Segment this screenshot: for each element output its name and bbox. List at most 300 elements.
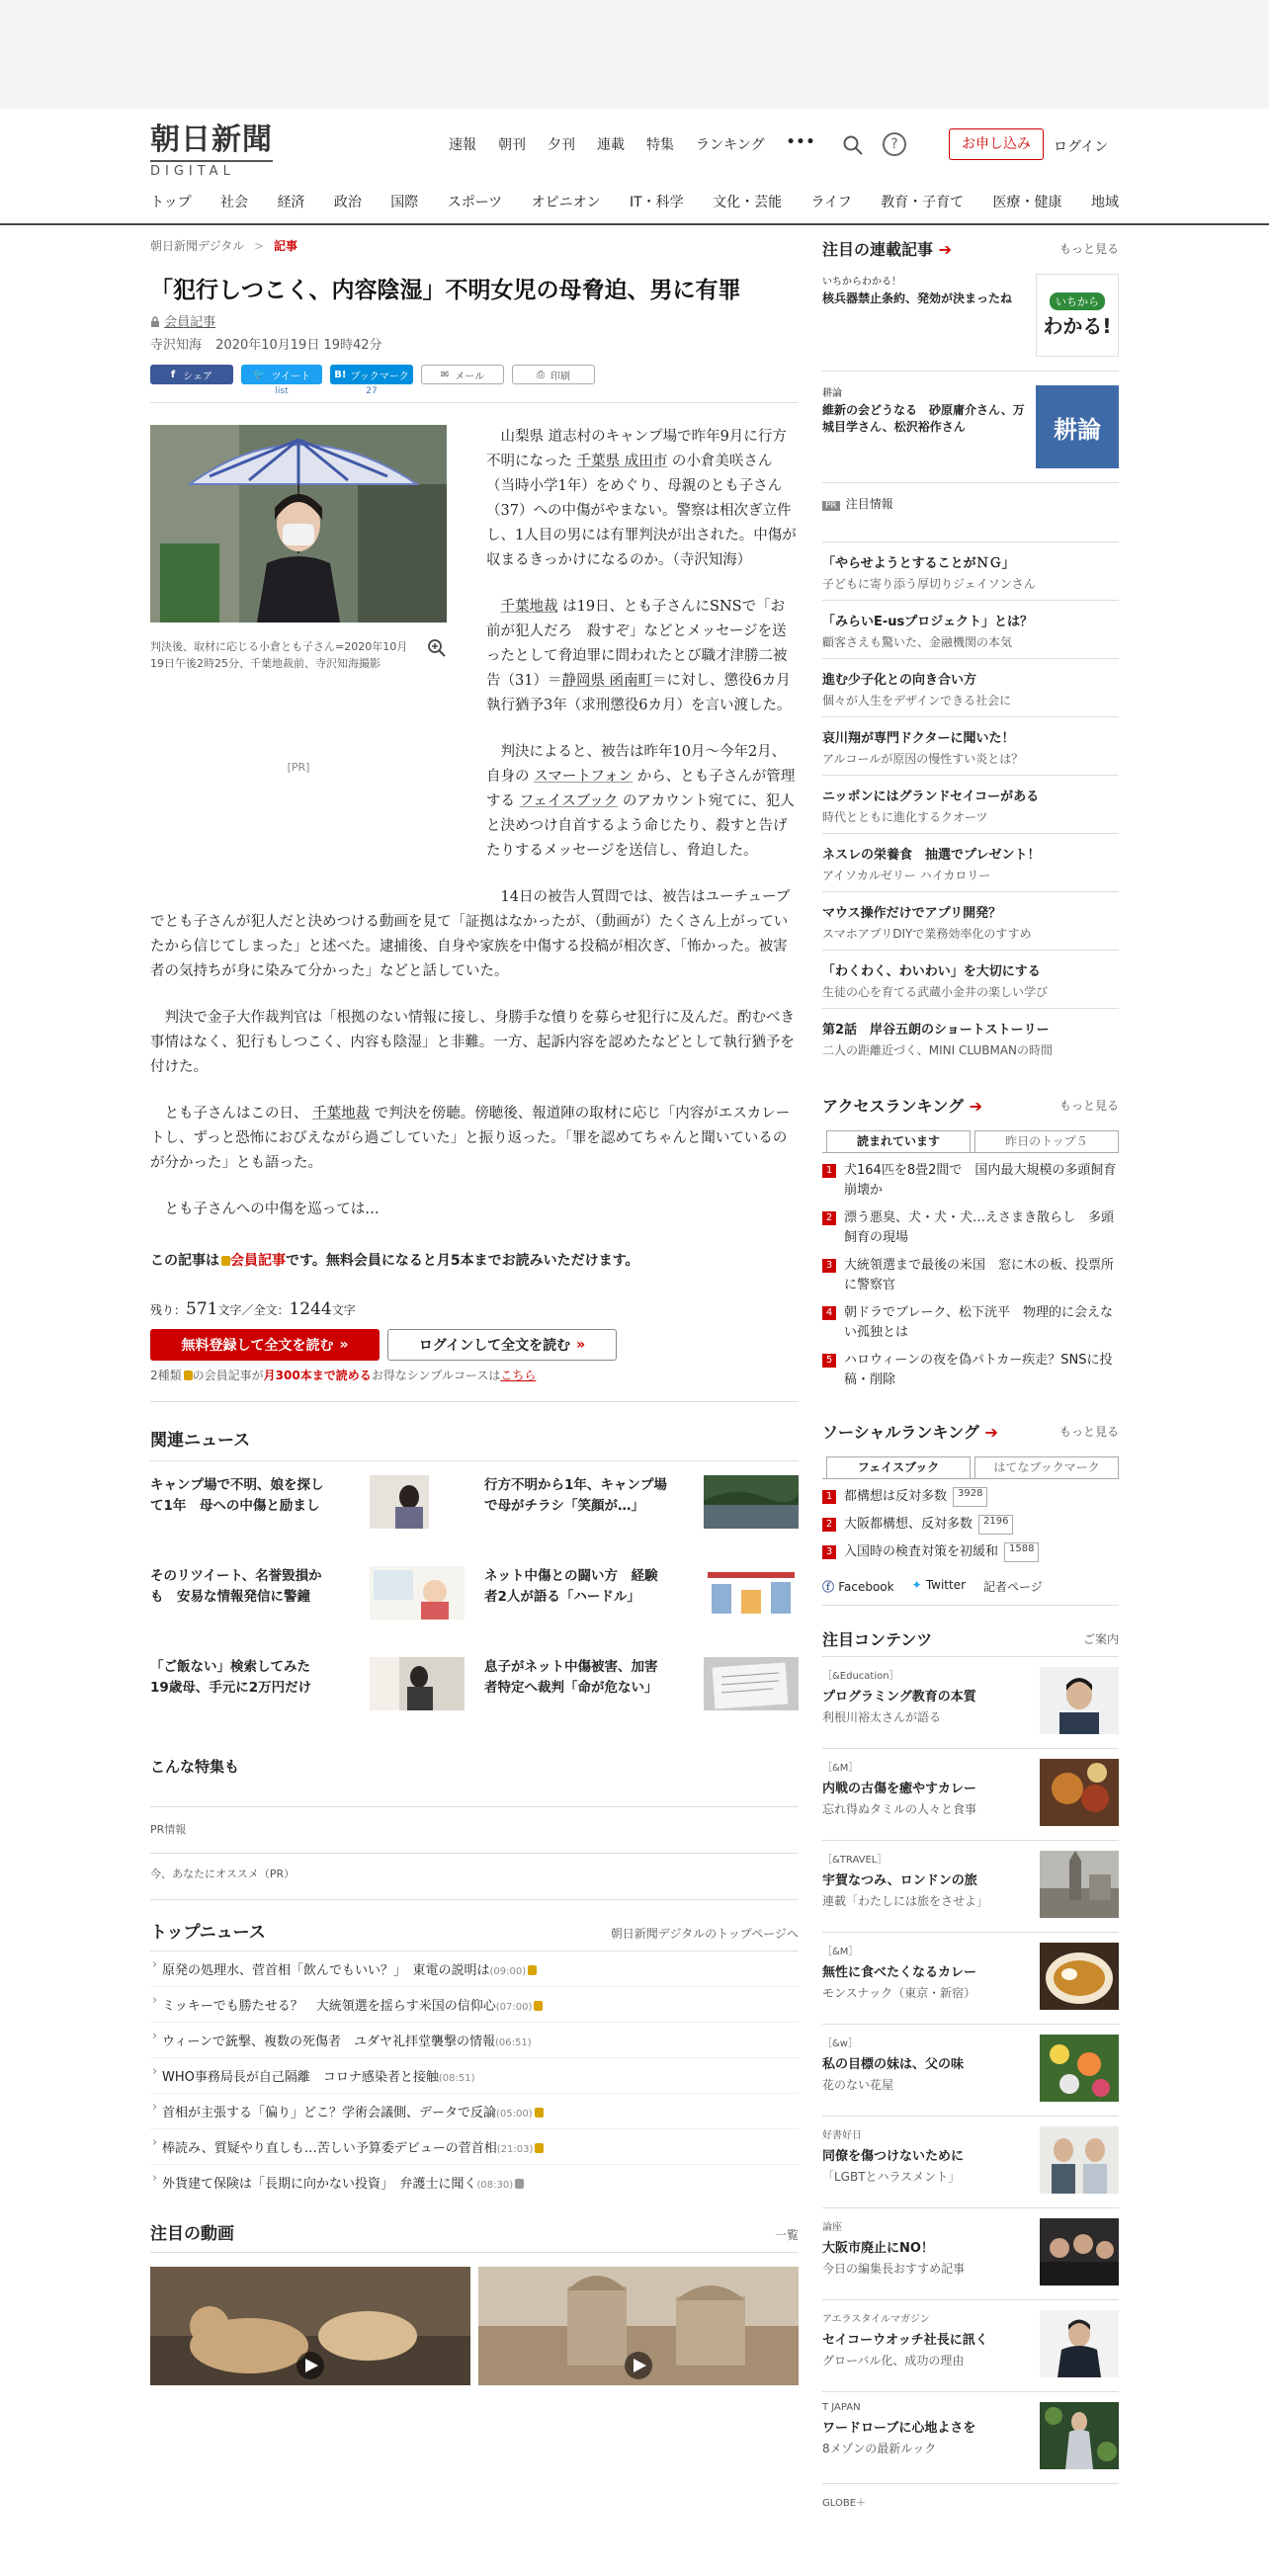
content-sub: 8メゾンの最新ルック: [822, 2442, 937, 2455]
keyword-link-facebook[interactable]: フェイスブック: [519, 793, 619, 809]
related-item-title: そのリツイート、名誉毀損かも 安易な情報発信に警鐘: [150, 1568, 322, 1605]
woman-with-umbrella-photo: [150, 425, 447, 623]
ranking-item-title: 大統領選まで最後の米国 窓に木の板、投票所に警察官: [844, 1258, 1115, 1292]
facebook-icon: ⓕ: [822, 1580, 839, 1594]
content-text: [822, 1851, 1020, 1922]
content-text: [822, 1667, 1020, 1738]
tab-yesterday-top5[interactable]: 昨日のトップ５: [974, 1130, 1119, 1152]
hatena-icon: B!: [334, 369, 347, 380]
pr-item[interactable]: [822, 542, 1119, 601]
social-ranking: [822, 1420, 1119, 1606]
access-ranking-title[interactable]: [822, 1094, 982, 1117]
series-item-title: 核兵器禁止条約、発効が決まったね: [822, 291, 1013, 305]
nav-item-opinion[interactable]: オピニオン: [531, 195, 601, 210]
top-news-item-title: ウィーンで銃撃、複数の死傷者 ユダヤ礼拝堂襲撃の情報: [162, 2035, 495, 2049]
series-label: いちからわかる！: [822, 277, 901, 288]
lock-icon: [535, 2143, 544, 2153]
publish-date: 2020年10月19日 19時42分: [215, 338, 382, 353]
content-thumb-curry-photo: [1040, 1759, 1119, 1826]
top-news-item[interactable]: [150, 1987, 799, 2023]
content-title: 内戦の古傷を癒やすカレー: [822, 1782, 976, 1796]
mail-label: メール: [455, 371, 485, 382]
social-item-title: 入国時の検査対策を初緩和: [844, 1544, 999, 1559]
twitter-link-label: Twitter: [925, 1578, 967, 1592]
recommended-pr-row: 今、あなたにオススメ（PR）: [150, 1854, 799, 1900]
content-label: ［&TRAVEL］: [822, 1855, 888, 1866]
paragraph-6: [150, 1102, 799, 1176]
pr-item-sub: アイソカルゼリー ハイカロリー: [822, 869, 991, 882]
series-title-text: 注目の連載記事: [822, 240, 934, 259]
logo-main: 朝日新聞: [150, 123, 273, 157]
nav-item-society[interactable]: 社会: [220, 195, 249, 210]
pr-item-title: 「わくわく、わいわい」を大切にする: [822, 964, 1041, 979]
util-link-features[interactable]: 特集: [646, 137, 674, 153]
p6-text-c: で判決を傍聴。傍聴後、報道陣の取材に応じ「内容がエスカレートし、ずっと恐怖におびえながら過ごしていた」と振り返った。「罪を認めてちゃんと聞いているのが分かった」とも語った。: [150, 1106, 791, 1171]
feature-title: こんな特集も: [150, 1756, 799, 1807]
pr-item[interactable]: [822, 776, 1119, 834]
series-item-title: 維新の会どうなる 砂原庸介さん、万城目学さん、松沢裕作さん: [822, 403, 1025, 434]
print-button[interactable]: [512, 365, 595, 384]
share-count-badge: 3928: [953, 1487, 987, 1507]
content-item[interactable]: [822, 2025, 1119, 2117]
content-label: 好書好日: [822, 2130, 862, 2141]
pr-item[interactable]: [822, 1009, 1119, 1066]
search-icon[interactable]: [842, 134, 864, 156]
divider: [150, 1401, 799, 1402]
nav-item-it-science[interactable]: IT・科学: [630, 195, 684, 210]
dogs-photo: [150, 2267, 470, 2385]
content-thumb-crowd-photo: [1040, 2218, 1119, 2285]
lock-icon: [534, 2001, 543, 2011]
related-item-1[interactable]: [150, 1475, 465, 1544]
share-count-badge: 1588: [1004, 1542, 1039, 1562]
access-ranking-header: [822, 1094, 1119, 1117]
rank-number: 3: [822, 1545, 836, 1559]
help-icon[interactable]: ?: [883, 132, 906, 156]
related-thumb-infographic: [704, 1566, 799, 1620]
article-main: [150, 237, 799, 2385]
remain-count: 571: [186, 1299, 218, 1319]
photo-caption-text: 判決後、取材に応じる小倉とも子さん=2020年10月19日午後2時25分、千葉地裁前、寺沢知海撮影: [150, 640, 408, 670]
pr-item-title: 「やらせようとすることがＮＧ」: [822, 556, 1015, 571]
content-thumb-fashion-photo: [1040, 2402, 1119, 2469]
pr-item-title: ニッポンにはグランドセイコーがある: [822, 789, 1040, 804]
zoom-icon[interactable]: [427, 638, 447, 658]
series-text: [822, 274, 1030, 357]
nav-item-politics[interactable]: 政治: [333, 195, 362, 210]
p3-text-a: 判決によると、被告は昨年10月～今年2月、自身の: [486, 744, 787, 785]
videos-title: 注目の動画: [150, 2224, 234, 2244]
pr-item[interactable]: [822, 892, 1119, 951]
twitter-share-count[interactable]: list: [275, 386, 289, 396]
total-unit: 文字: [331, 1303, 356, 1317]
top-news-item-title: 棒読み、質疑やり直しも…苦しい予算委デビューの菅首相: [162, 2141, 497, 2156]
content-title: 大阪市廃止にNO！: [822, 2241, 934, 2256]
social-item-title: 都構想は反対多数: [844, 1489, 948, 1504]
pr-item[interactable]: [822, 601, 1119, 659]
content-sub: 今日の編集長おすすめ記事: [822, 2262, 966, 2276]
pr-item-sub: スマホアプリDIYで業務効率化のすすめ: [822, 927, 1032, 941]
writer-page-link[interactable]: 記者ページ: [983, 1580, 1043, 1594]
content-label: ［&M］: [822, 1763, 859, 1774]
related-news-grid: [150, 1475, 799, 1726]
social-ranking-item[interactable]: [822, 1542, 1119, 1562]
pr-item-sub: 顧客さえも驚いた、金融機関の本気: [822, 635, 1013, 649]
content-item[interactable]: [822, 2392, 1119, 2484]
hatena-label: ブックマーク: [350, 371, 409, 382]
twitter-share-label: ツイート: [271, 371, 310, 382]
series-item[interactable]: [822, 372, 1119, 483]
content-item[interactable]: [822, 2300, 1119, 2392]
related-item-title: 行方不明から1年、キャンプ場で母がチラシ「笑顔が…」: [484, 1477, 667, 1514]
content-label: 論座: [822, 2222, 842, 2233]
social-ranking-title-text: ソーシャルランキング: [822, 1423, 979, 1442]
printer-icon: ⎙: [537, 369, 545, 380]
photo-caption: [150, 638, 447, 672]
pr-item-sub: 個々が人生をデザインできる社会に: [822, 694, 1012, 707]
remain-label: 残り：: [150, 1303, 187, 1317]
share-count-badge: 2196: [978, 1515, 1013, 1535]
keyword-link-narita[interactable]: 千葉県 成田市: [576, 454, 668, 469]
remain-unit: 文字／全文：: [217, 1303, 290, 1317]
mail-button[interactable]: [421, 365, 504, 384]
top-news-item[interactable]: [150, 2058, 799, 2094]
series-item[interactable]: [822, 260, 1119, 372]
breadcrumb-current[interactable]: 記事: [274, 239, 298, 253]
content-sub: 利根川裕太さんが語る: [822, 1710, 942, 1724]
content-text: [822, 2035, 1020, 2106]
content-item[interactable]: [822, 1749, 1119, 1841]
twitter-icon: ✦: [911, 1578, 926, 1592]
article-photo[interactable]: [150, 425, 447, 623]
wakaru-text: わかる!: [1043, 313, 1112, 338]
top-news-item-title: ミッキーでも勝たせる？ 大統領選を揺らす米国の信仰心: [162, 1999, 496, 2014]
related-item-2[interactable]: [484, 1475, 799, 1544]
arrow-right-icon: ➔: [978, 1423, 998, 1442]
content-item[interactable]: [822, 2208, 1119, 2300]
pr-item-title: ネスレの栄養食 抽選でプレゼント！: [822, 848, 1041, 863]
content-title: 無性に食べたくなるカレー: [822, 1965, 977, 1980]
video-thumb-city[interactable]: [478, 2267, 799, 2385]
top-news-header: [150, 1918, 799, 1952]
facebook-link[interactable]: [822, 1578, 894, 1595]
login-read-label: ログインして全文を読む: [418, 1338, 571, 1354]
top-news-item[interactable]: [150, 2165, 799, 2200]
paywall-buttons: [150, 1329, 799, 1361]
top-news-time: (05:00): [496, 2109, 533, 2119]
top-news-item[interactable]: [150, 2094, 799, 2129]
pr-header: [822, 495, 1119, 542]
top-news-item[interactable]: [150, 2023, 799, 2058]
social-ranking-tabs: [822, 1456, 1119, 1479]
content-text: [822, 2218, 1020, 2289]
subscribe-button[interactable]: お申し込み: [949, 128, 1044, 160]
related-thumb-illustration: [370, 1566, 465, 1620]
rank-number: 1: [822, 1490, 836, 1504]
pr-item[interactable]: [822, 717, 1119, 776]
content-title: 宇賀なつみ、ロンドンの旅: [822, 1873, 977, 1888]
social-ranking-header: [822, 1420, 1119, 1443]
access-ranking-title-text: アクセスランキング: [822, 1097, 965, 1116]
content-item[interactable]: [822, 1933, 1119, 2025]
course-text-b: の会員記事が: [192, 1369, 264, 1382]
nav-item-region[interactable]: 地域: [1090, 195, 1119, 210]
related-item-5[interactable]: [150, 1657, 465, 1726]
main-nav: [150, 192, 1119, 211]
pr-item[interactable]: [822, 951, 1119, 1009]
top-page-link[interactable]: 朝日新聞デジタルのトップページへ: [610, 1927, 799, 1941]
content-label: ［&w］: [822, 2038, 858, 2049]
ranking-item-title: ハロウィーンの夜を偽パトカー疾走？SNSに投稿・削除: [844, 1353, 1113, 1387]
p3-text-c: から、とも子さんが管理する: [486, 769, 796, 809]
series-title[interactable]: [822, 237, 952, 260]
content-sub: 忘れ得ぬタミルの人々と食事: [822, 1802, 977, 1816]
keyword-link-kannami[interactable]: 静岡県 函南町: [561, 673, 653, 689]
tab-hatena-bookmark[interactable]: はてなブックマーク: [974, 1456, 1119, 1478]
twitter-share-button[interactable]: [241, 365, 322, 396]
author[interactable]: 寺沢知海: [150, 338, 203, 353]
video-row: [150, 2267, 799, 2385]
pr-item-sub: アルコールが原因の慢性すい炎とは？: [822, 752, 1024, 766]
content-item[interactable]: [822, 2117, 1119, 2208]
content-label: GLOBE＋: [822, 2498, 867, 2509]
util-link-flash[interactable]: 速報: [449, 137, 476, 153]
access-ranking-more[interactable]: もっと見る: [1058, 1099, 1119, 1113]
pr-item-sub: 子どもに寄り添う厚切りジェイソンさん: [822, 577, 1036, 591]
twitter-icon: 🐦: [253, 369, 266, 380]
content-label: アエラスタイルマガジン: [822, 2314, 930, 2325]
content-thumb-president-photo: [1040, 2310, 1119, 2377]
top-news-item[interactable]: [150, 2129, 799, 2165]
divider: [150, 402, 799, 403]
top-news-item-title: 原発の処理水、菅首相「飲んでもいい？」 東電の説明は: [162, 1963, 490, 1978]
pr-item[interactable]: [822, 659, 1119, 717]
related-thumb-woman-photo: [370, 1475, 465, 1529]
ranking-item[interactable]: [822, 1351, 1119, 1390]
nav-item-education[interactable]: 教育・子育て: [881, 195, 965, 210]
ranking-item[interactable]: [822, 1161, 1119, 1201]
contents-guide-link[interactable]: ご案内: [1082, 1632, 1119, 1646]
rank-number: 5: [822, 1354, 836, 1368]
breadcrumb-home[interactable]: 朝日新聞デジタル: [150, 239, 245, 253]
login-link[interactable]: ログイン: [1054, 139, 1109, 155]
utility-links: [449, 134, 815, 154]
print-label: 印刷: [550, 371, 570, 382]
top-news-item[interactable]: [150, 1952, 799, 1987]
twitter-link[interactable]: [912, 1578, 966, 1595]
top-news-item-title: WHO事務局長が自己隔離 コロナ感染者と接触: [162, 2070, 439, 2085]
content-text: [822, 2402, 1020, 2473]
content-text: [822, 1759, 1020, 1830]
paywall-notice: [150, 1250, 799, 1270]
util-link-series[interactable]: 連載: [597, 137, 625, 153]
pr-item-sub: 二人の距離近づく、MINI CLUBMANの時間: [822, 1043, 1054, 1057]
social-ranking-item[interactable]: [822, 1515, 1119, 1535]
arrow-right-icon: ➔: [964, 1097, 983, 1116]
register-read-button[interactable]: [150, 1329, 380, 1361]
course-notice: [150, 1367, 799, 1383]
top-news-time: (08:51): [438, 2073, 475, 2084]
series-text: [822, 385, 1030, 468]
ranking-item-title: 漂う悪臭、犬・犬・犬…えさまき散らし 多頭飼育の現場: [844, 1210, 1115, 1245]
content-sub: 「LGBTとハラスメント」: [822, 2170, 961, 2184]
related-news: [150, 1426, 799, 1726]
top-news-time: (08:30): [476, 2180, 514, 2191]
pr-badge: PR: [822, 501, 840, 511]
paywall-text-a: この記事は: [150, 1253, 219, 1269]
related-thumb-campsite-photo: [704, 1475, 799, 1529]
access-ranking-tabs: [822, 1130, 1119, 1153]
related-thumb-document-photo: [704, 1657, 799, 1710]
top-news-time: (06:51): [494, 2037, 532, 2048]
content-sub: 花のない花屋: [822, 2078, 894, 2092]
pr-item-title: マウス操作だけでアプリ開発？: [822, 906, 1002, 921]
content-label: ［&M］: [822, 1947, 859, 1957]
paragraph-4: 14日の被告人質問では、被告はユーチューブでとも子さんが犯人だと決めつける動画を見て「証拠はなかったが、（動画が）たくさん上がっていたから信じてしまった」と述べた。逮捕後、自身や家族を中傷する投稿が相次ぎ、「怖かった。被害者の気持ちが身に染みて分かった」などと話していた。: [150, 889, 791, 979]
ranking-item[interactable]: [822, 1208, 1119, 1248]
series-more-link[interactable]: もっと見る: [1058, 242, 1119, 256]
ranking-item-title: 犬164匹を8畳2間で 国内最大規模の多頭飼育崩壊か: [844, 1163, 1117, 1198]
ranking-item[interactable]: [822, 1303, 1119, 1343]
p3-text-e: のアカウント宛てに、犯人と決めつけ自首するよう命じたり、殺すと告げたりするメッセージを送信し、脅迫した。: [486, 793, 795, 859]
pr-ad-slot[interactable]: [PR]: [287, 761, 310, 774]
double-chevron-icon: »: [339, 1337, 349, 1353]
top-news-time: (09:00): [489, 1966, 527, 1977]
more-dots-icon[interactable]: •••: [786, 134, 816, 150]
related-item-6[interactable]: [484, 1657, 799, 1726]
pr-item[interactable]: [822, 834, 1119, 892]
member-article-link[interactable]: 会員記事: [164, 315, 216, 330]
article-title: 「犯行しつこく、内容陰湿」不明女児の母脅迫、男に有罪: [150, 277, 741, 303]
related-item-title: 息子がネット中傷被害、加害者特定へ裁判「命が危ない」: [484, 1659, 658, 1696]
feature-section: [150, 1756, 799, 1900]
tab-most-read[interactable]: 読まれています: [826, 1130, 971, 1152]
facebook-share-label: シェア: [183, 371, 213, 382]
content-item[interactable]: [822, 1657, 1119, 1749]
rank-number: 3: [822, 1259, 836, 1273]
hatena-bookmark-button[interactable]: [330, 365, 413, 396]
lock-icon: [535, 2108, 544, 2118]
lock-icon: [150, 316, 160, 327]
course-link[interactable]: こちら: [500, 1369, 537, 1382]
logo-sub: DIGITAL: [150, 160, 273, 179]
content-title: 同僚を傷つけないために: [822, 2149, 965, 2164]
facebook-share-button[interactable]: [150, 365, 233, 384]
sns-links: [822, 1578, 1119, 1606]
ranking-item[interactable]: [822, 1256, 1119, 1295]
rank-number: 2: [822, 1518, 836, 1532]
paragraph-5: 判決で金子大作裁判官は「根拠のない情報に接し、身勝手な憤りを募らせ犯行に及んだ。酌むべき事情はなく、犯行もしつこく、内容も陰湿」と非難。一方、起訴内容を認めたなどとして執行猶予を付けた。: [150, 1010, 796, 1075]
site-logo[interactable]: [150, 123, 289, 179]
related-item-4[interactable]: [484, 1566, 799, 1635]
content-sub: グローバル化、成功の理由: [822, 2354, 965, 2368]
nav-item-top[interactable]: トップ: [150, 195, 192, 210]
member-tag: [150, 311, 799, 330]
p2-text-d: ＝に対し、懲役6カ月執行猶予3年（求刑懲役6カ月）を言い渡した。: [486, 673, 792, 713]
top-news-time: (21:03): [496, 2144, 534, 2155]
related-item-3[interactable]: [150, 1566, 465, 1635]
nav-item-economy[interactable]: 経済: [277, 195, 305, 210]
ranking-item-title: 朝ドラでブレーク、松下洸平 物理的に会えない孤独とは: [844, 1305, 1113, 1340]
related-item-title: ネット中傷との闘い方 経験者2人が語る「ハードル」: [484, 1568, 658, 1605]
course-text-c: 月300本まで読める: [263, 1369, 372, 1382]
course-text-a: 2種類: [150, 1369, 182, 1382]
nav-item-international[interactable]: 国際: [390, 195, 419, 210]
p1-text-a: 山梨県 道志村のキャンプ場で昨年9月に行方不明になった: [486, 429, 787, 469]
lock-icon: [515, 2179, 524, 2189]
top-news-title: トップニュース: [150, 1923, 266, 1943]
site-header: [0, 109, 1269, 225]
contents-header: [822, 1627, 1119, 1657]
social-item-title: 大阪都構想、反対多数: [844, 1517, 973, 1532]
content-item[interactable]: [822, 1841, 1119, 1933]
related-news-title: 関連ニュース: [150, 1426, 799, 1461]
social-ranking-item[interactable]: [822, 1487, 1119, 1507]
content-thumb-london-photo: [1040, 1851, 1119, 1918]
ichikara-badge: いちから: [1050, 292, 1105, 310]
facebook-link-label: Facebook: [838, 1580, 894, 1594]
breadcrumb: [150, 237, 799, 254]
content-item[interactable]: [822, 2484, 1119, 2576]
nav-item-culture[interactable]: 文化・芸能: [713, 195, 783, 210]
top-ad-space: [0, 0, 1269, 109]
video-thumb-dogs[interactable]: [150, 2267, 470, 2385]
content-text: [822, 2310, 1020, 2381]
p6-text-a: とも子さんはこの日、: [164, 1106, 313, 1122]
social-ranking-more[interactable]: もっと見る: [1058, 1425, 1119, 1439]
related-item-title: キャンプ場で不明、娘を探して1年 母への中傷と励まし: [150, 1477, 324, 1514]
top-news: [150, 1918, 799, 2200]
breadcrumb-separator: >: [254, 239, 265, 253]
keyword-link-chiba-court[interactable]: 千葉地裁: [500, 599, 558, 615]
p1-text-c: の小倉美咲さん（当時小学1年）をめぐり、母親のとも子さん（37）への中傷がやまない。警察は相次ぎ立件し、1人目の男には有罪判決が出された。中傷が収まるきっかけになるのか。（寺沢知海）: [486, 454, 797, 568]
keyword-link-chiba-court-2[interactable]: 千葉地裁: [312, 1106, 371, 1122]
paragraph-7: とも子さんへの中傷を巡っては…: [164, 1202, 380, 1217]
arrow-right-icon: ➔: [933, 240, 952, 259]
tab-facebook[interactable]: フェイスブック: [826, 1456, 971, 1478]
login-read-button[interactable]: [387, 1329, 617, 1361]
byline: [150, 334, 799, 353]
nav-item-health[interactable]: 医療・健康: [992, 195, 1062, 210]
paywall-member-label: 会員記事: [230, 1253, 286, 1269]
util-link-evening[interactable]: 夕刊: [548, 137, 575, 153]
content-thumb-flowers-photo: [1040, 2035, 1119, 2102]
register-label: 無料登録して全文を読む: [181, 1338, 334, 1354]
total-count: 1244: [289, 1299, 332, 1319]
pr-item-title: 進む少子化との向き合い方: [822, 673, 977, 688]
videos-list-link[interactable]: 一覧: [774, 2228, 799, 2242]
related-thumb-mother-photo: [370, 1657, 465, 1710]
util-link-morning[interactable]: 朝刊: [498, 137, 526, 153]
social-ranking-title[interactable]: [822, 1420, 998, 1443]
nav-item-life[interactable]: ライフ: [810, 195, 852, 210]
content-title: 私の目標の妹は、父の味: [822, 2057, 965, 2072]
series-thumb-ichikara: [1036, 274, 1119, 357]
content-text: [822, 1943, 1020, 2014]
top-news-item-title: 外貨建て保険は「長期に向かない投資」 弁護士に聞く: [162, 2177, 477, 2192]
series-thumb-koron: 耕論: [1036, 385, 1119, 468]
hatena-count[interactable]: 27: [366, 386, 378, 396]
pr-info-row: PR情報: [150, 1807, 799, 1854]
pr-item-title: 哀川翔が専門ドクターに聞いた！: [822, 731, 1015, 746]
series-header: [822, 237, 1119, 260]
lock-icon: [528, 1965, 537, 1975]
keyword-link-smartphone[interactable]: スマートフォン: [534, 769, 634, 785]
util-link-ranking[interactable]: ランキング: [696, 137, 765, 153]
nav-item-sports[interactable]: スポーツ: [447, 195, 503, 210]
related-item-title: 「ご飯ない」検索してみた 19歳母、手元に2万円だけ: [150, 1659, 324, 1696]
content-label: ［&Education］: [822, 1671, 899, 1682]
